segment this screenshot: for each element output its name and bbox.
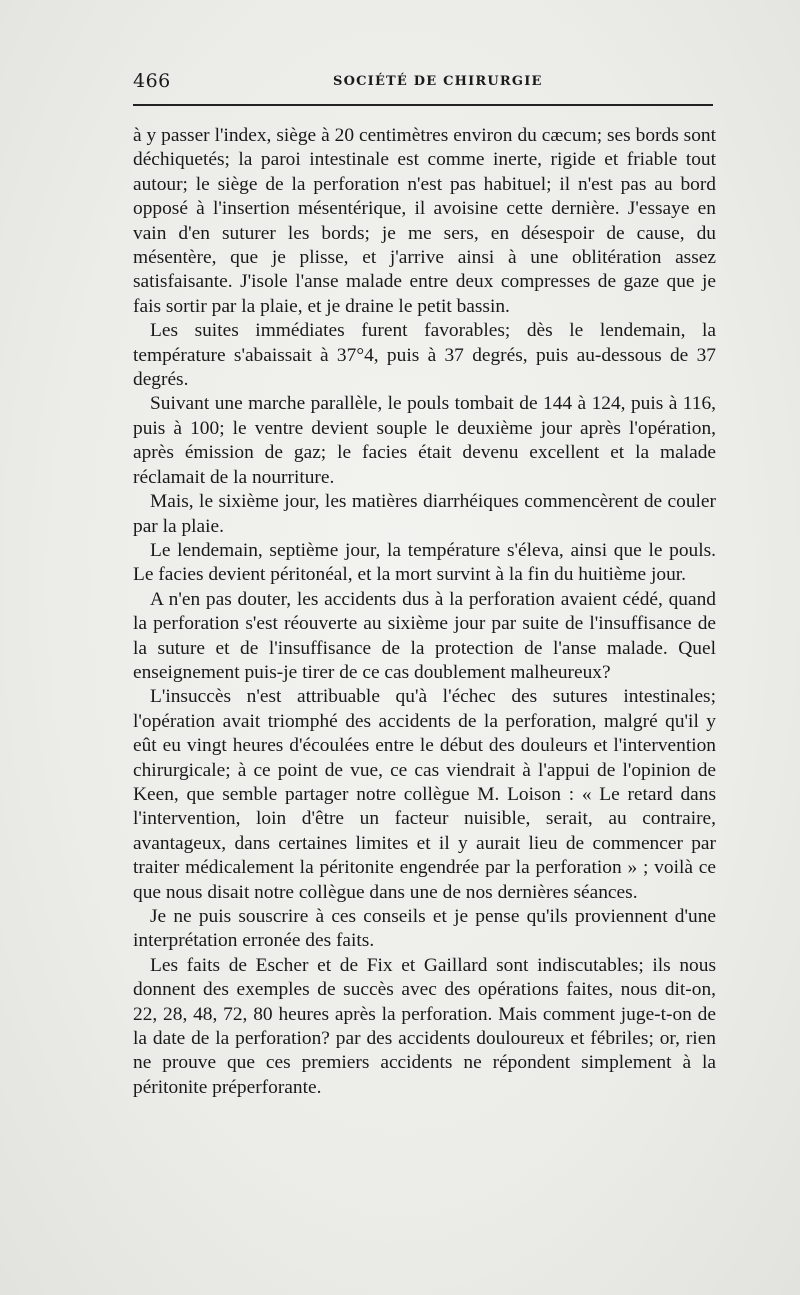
page-header bbox=[133, 70, 713, 96]
paragraph: A n'en pas douter, les accidents dus à la perforation avaient cédé, quand la perforation s'est réouverte au sixième jour par suite de l'insuffisance de la suture et de l'insuffisance de la protection de l'anse malade. Quel enseignement puis-je tirer de ce cas doublement malheureux? bbox=[133, 588, 716, 683]
page-number: 466 bbox=[133, 70, 171, 92]
body-text bbox=[133, 124, 716, 1100]
paragraph: Mais, le sixième jour, les matières diarrhéiques commencèrent de couler par la plaie. bbox=[133, 491, 716, 537]
paragraph: Je ne puis souscrire à ces conseils et je pense qu'ils proviennent d'une interprétation erronée des faits. bbox=[133, 906, 716, 952]
paragraph: Le lendemain, septième jour, la température s'éleva, ainsi que le pouls. Le facies devient péritonéal, et la mort survint à la fin du huitième jour. bbox=[133, 539, 716, 586]
paragraph: à y passer l'index, siège à 20 centimètres environ du cæcum; ses bords sont déchiquetés; la paroi intestinale est comme inerte, rigide et friable tout autour; le siège de la perforation n'est pas habituel; il n'est pas au bord opposé à l'insertion mésentérique, il avoisine cette dernière. J'essaye en vain d'en suturer les bords; je me sers, en désespoir de cause, du mésentère, que je plisse, et j'arrive ainsi à une oblitération assez satisfaisante. J'isole l'anse malade entre deux compresses de gaze que je fais sortir par la plaie, et je draine le petit bassin. bbox=[133, 125, 716, 317]
paragraph: Les faits de Escher et de Fix et Gaillard sont indiscutables; ils nous donnent des exemples de succès avec des opérations faites, nous dit-on, 22, 28, 48, 72, 80 heures après la perforation. Mais comment juge-t-on de la date de la perforation? par des accidents douloureux et fébriles; or, rien ne prouve que ces premiers accidents ne répondent simplement à la péritonite préperforante. bbox=[133, 954, 716, 1098]
paragraph: Les suites immédiates furent favorables; dès le lendemain, la température s'abaissait à 37°4, puis à 37 degrés, puis au-dessous de 37 degrés. bbox=[133, 320, 716, 391]
paragraph: L'insuccès n'est attribuable qu'à l'échec des sutures intestinales; l'opération avait triomphé des accidents de la perforation, malgré qu'il y eût eu vingt heures d'écoulées entre le début des douleurs et l'intervention chirurgicale; à ce point de vue, ce cas viendrait à l'appui de l'opinion de Keen, que semble partager notre collègue M. Loison : « Le retard dans l'intervention, loin d'être un facteur nuisible, serait, au contraire, avantageux, dans certaines limites et il y aurait lieu de commencer par traiter médicalement la péritonite engendrée par la perforation » ; voilà ce que nous disait notre collègue dans une de nos dernières séances. bbox=[133, 686, 716, 903]
running-head: SOCIÉTÉ DE CHIRURGIE bbox=[333, 74, 543, 89]
header-rule bbox=[133, 104, 713, 106]
paragraph: Suivant une marche parallèle, le pouls tombait de 144 à 124, puis à 116, puis à 100; le ventre devient souple le deuxième jour après l'opération, après émission de gaz; le facies était devenu excellent et la malade réclamait de la nourriture. bbox=[133, 393, 716, 488]
